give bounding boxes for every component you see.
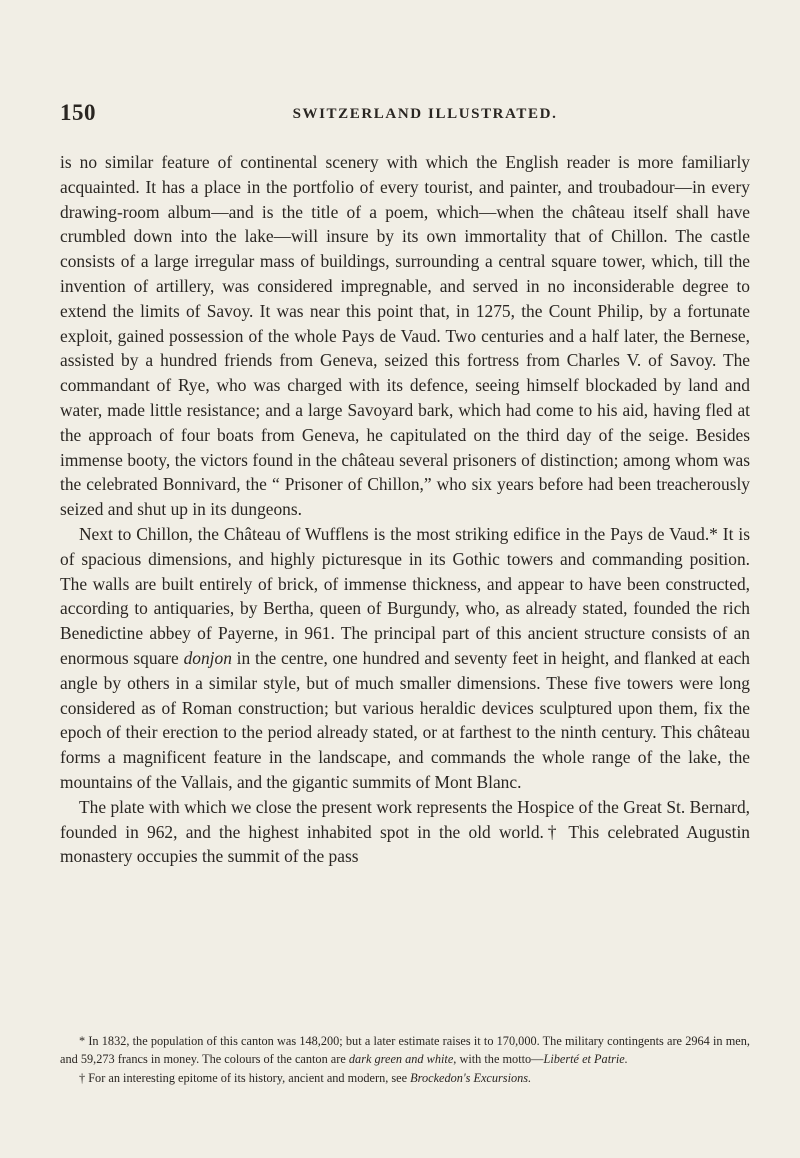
footnote-population-part-2: , with the motto— <box>453 1052 544 1067</box>
running-title: SWITZERLAND ILLUSTRATED. <box>292 106 558 122</box>
page-number: 150 <box>60 100 96 125</box>
paragraph-wufflens-part-2: in the centre, one hundred and seventy feet in height, and flanked at each angle by others in a similar style, but of much smaller dimensions. These five towers were long considered as of Roman construction; but various heraldic devices sculptured upon them, fix the epoch of their erection to the period already stated, or at farthest to the ninth century. This château forms a magnificent feature in the landscape, and commands the whole range of the lake, the mountains of the Vallais, and the gigantic summits of Mont Blanc. <box>60 647 751 792</box>
donjon-term: donjon <box>183 647 232 668</box>
canton-motto: Liberté et Patrie. <box>543 1052 628 1067</box>
body-text <box>60 150 750 869</box>
footnote-history-part-1: † For an interesting epitome of its history, ancient and modern, see <box>79 1070 411 1085</box>
brockedon-reference: Brockedon's Excursions. <box>410 1070 532 1085</box>
paragraph-wufflens <box>60 522 750 795</box>
canton-colours: dark green and white <box>348 1052 454 1067</box>
footnote-population <box>60 1032 750 1069</box>
footnote-history <box>60 1069 750 1087</box>
paragraph-chillon: is no similar feature of continental scenery with which the English reader is more familiarly acquainted. It has a place in the portfolio of every tourist, and painter, and troubadour—in every drawing-room album—and is the title of a poem, which—when the château itself shall have crumbled down into the lake—will insure by its own immortality that of Chillon. The castle consists of a large irregular mass of buildings, surrounding a central square tower, which, till the invention of artillery, was considered impregnable, and served in no inconsiderable degree to extend the limits of Savoy. It was near this point that, in 1275, the Count Philip, by a fortunate exploit, gained possession of the whole Pays de Vaud. Two centuries and a half later, the Bernese, assisted by a hundred friends from Geneva, seized this fortress from Charles V. of Savoy. The commandant of Rye, who was charged with its defence, seeing himself blockaded by land and water, made little resistance; and a large Savoyard bark, which had come to his aid, having fled at the approach of four boats from Geneva, he capitulated on the third day of the seige. Besides immense booty, the victors found in the château several prisoners of distinction; among whom was the celebrated Bonnivard, the “ Prisoner of Chillon,” who six years before had been treacherously seized and shut up in its dungeons. <box>60 152 750 520</box>
paragraph-hospice: The plate with which we close the present work represents the Hospice of the Great St. Bernard, founded in 962, and the highest inhabited spot in the old world.† This celebrated Augustin monastery occupies the summit of the pass <box>60 796 750 867</box>
footnotes <box>60 1032 750 1087</box>
footnote-population-part-1: * In 1832, the population of this canton was 148,200; but a later estimate raises it to 170,000. The military contingents are 2964 in men, and 59,273 francs in money. The colours of the canton are <box>60 1034 750 1067</box>
running-head <box>60 100 750 128</box>
paragraph-wufflens-part-1: Next to Chillon, the Château of Wufflens is the most striking edifice in the Pays de Vaud.* It is of spacious dimensions, and highly picturesque in its Gothic towers and commanding position. The walls are built entirely of brick, of immense thickness, and appear to have been constructed, according to antiquaries, by Bertha, queen of Burgundy, who, as already stated, founded the rich Benedictine abbey of Payerne, in 961. The principal part of this ancient structure consists of an enormous square <box>60 523 750 668</box>
